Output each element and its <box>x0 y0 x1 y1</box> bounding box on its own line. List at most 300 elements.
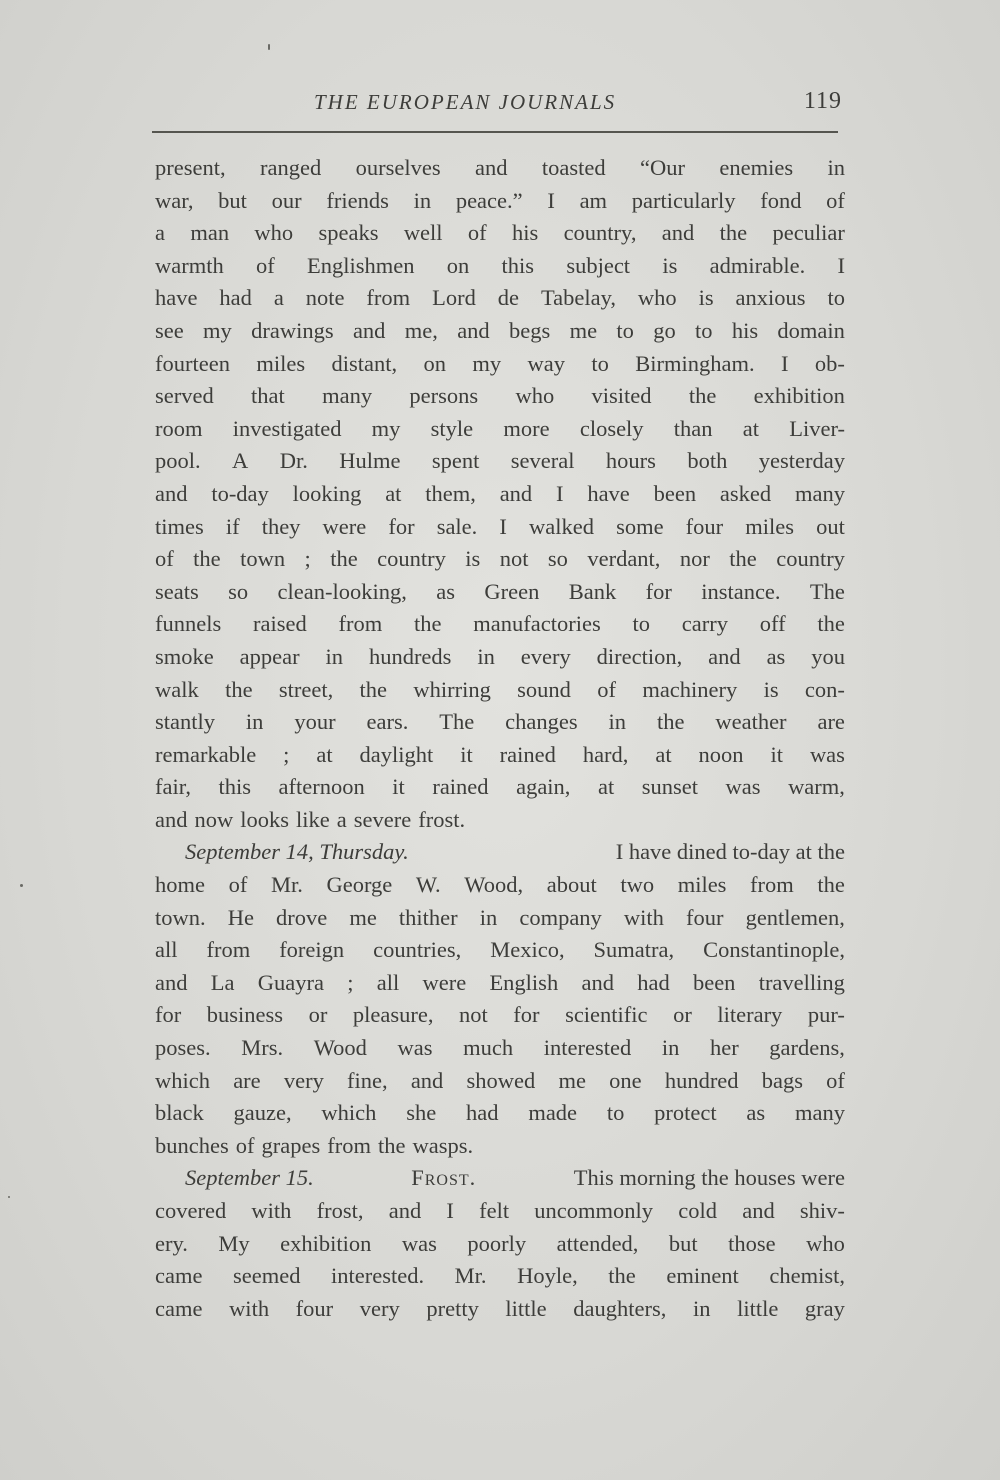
word: his <box>731 317 759 343</box>
word: Hoyle, <box>517 1263 578 1289</box>
word: and <box>155 806 188 832</box>
word: ; <box>283 741 290 767</box>
text-line <box>155 1130 845 1163</box>
word: had <box>466 1100 499 1126</box>
word: Hulme <box>339 448 401 474</box>
word: were <box>422 969 467 995</box>
word: Bank <box>568 578 617 604</box>
word: of <box>256 252 275 278</box>
word: was <box>809 741 845 767</box>
word: uncommonly <box>534 1198 654 1223</box>
word: asked <box>719 480 772 506</box>
word: who <box>637 285 677 311</box>
word: present, <box>155 155 226 180</box>
word: those <box>728 1230 776 1256</box>
word: attended, <box>556 1230 639 1256</box>
word: severe <box>353 806 412 832</box>
word: pool. <box>155 448 201 474</box>
entry-topic: Frost. <box>411 1165 477 1191</box>
word: scientific <box>565 1002 648 1028</box>
word: on <box>446 252 470 278</box>
word: the <box>377 1132 406 1158</box>
word: town <box>240 546 286 572</box>
word: speaks <box>318 220 379 246</box>
word: had <box>637 969 670 995</box>
word: and <box>155 480 188 506</box>
word: countries, <box>373 937 462 963</box>
word: the <box>414 611 442 637</box>
word: my <box>371 415 401 441</box>
word: cold <box>678 1198 717 1223</box>
word: ranged <box>260 155 322 180</box>
word: particularly <box>631 187 736 213</box>
text-line <box>155 1065 845 1098</box>
word: see <box>155 317 184 343</box>
word: La <box>210 969 235 995</box>
text-line <box>155 804 845 837</box>
word: thither <box>398 904 458 930</box>
word: and <box>388 1198 422 1223</box>
word: closely <box>579 415 644 441</box>
word: exhibition <box>280 1230 372 1256</box>
entry-date: September 14, Thursday. <box>185 839 409 865</box>
word: changes <box>505 709 578 735</box>
word: hundreds <box>368 643 452 669</box>
word: little <box>505 1295 547 1321</box>
word: covered <box>155 1198 227 1223</box>
word: the <box>330 546 358 572</box>
word: foreign <box>279 937 345 963</box>
word: Sumatra, <box>593 937 675 963</box>
word: admirable. <box>709 252 806 278</box>
word: not <box>499 546 529 572</box>
word: to <box>632 611 651 637</box>
word: have <box>587 480 630 506</box>
entry-heading-sep14 <box>155 836 845 869</box>
word: our <box>271 187 302 213</box>
word: Mr. <box>270 872 303 898</box>
word: hard, <box>582 741 629 767</box>
word: domain <box>777 317 845 343</box>
text-line <box>155 999 845 1032</box>
word: walk <box>155 676 199 702</box>
word: my <box>472 350 502 376</box>
word: gentlemen, <box>745 904 845 930</box>
word: was <box>401 1230 437 1256</box>
word: and <box>457 317 490 343</box>
word: Birmingham. <box>635 350 755 376</box>
word: The <box>439 709 475 735</box>
word: that <box>251 383 285 409</box>
word: to <box>827 285 845 311</box>
word: rained <box>499 741 556 767</box>
word: all <box>376 969 400 995</box>
text-line <box>155 1260 845 1293</box>
word: walked <box>528 513 594 539</box>
text-line <box>155 511 845 544</box>
word: nor <box>679 546 710 572</box>
text-line <box>155 1195 845 1228</box>
word: of <box>826 187 845 213</box>
word: at <box>316 741 333 767</box>
word: and <box>661 220 695 246</box>
word: interested <box>543 1035 632 1061</box>
word: your <box>294 709 336 735</box>
word: little <box>737 1295 779 1321</box>
word: many <box>794 480 845 506</box>
word: Constantinople, <box>703 937 845 963</box>
word: ears. <box>366 709 409 735</box>
word: war, <box>155 187 194 213</box>
text-line <box>155 706 845 739</box>
text-line <box>155 869 845 902</box>
word: raised <box>253 611 307 637</box>
word: I <box>547 187 555 213</box>
word: drawings <box>251 317 334 343</box>
word: several <box>510 448 575 474</box>
word: of <box>155 546 174 572</box>
word: carry <box>681 611 729 637</box>
word: of <box>235 1132 255 1158</box>
word: fond <box>760 187 802 213</box>
text-line <box>155 902 845 935</box>
word: noon <box>698 741 744 767</box>
word: it <box>770 741 783 767</box>
word: de <box>497 285 520 311</box>
word: exhibition <box>753 383 845 409</box>
word: which <box>155 1067 210 1093</box>
word: at <box>385 480 402 506</box>
word: are <box>233 1067 261 1093</box>
word: I <box>556 480 564 506</box>
word: is <box>698 285 714 311</box>
word: wasps. <box>412 1132 474 1158</box>
word: pleasure, <box>352 1002 434 1028</box>
word: persons <box>409 383 479 409</box>
word: to <box>616 317 634 343</box>
word: Guayra <box>257 969 324 995</box>
word: and <box>352 317 386 343</box>
word: Wood <box>313 1035 367 1061</box>
word: toasted <box>541 155 606 180</box>
text-line <box>155 967 845 1000</box>
word: and <box>708 643 741 669</box>
word: Mr. <box>454 1263 487 1289</box>
word: home <box>155 872 205 898</box>
word: me <box>349 904 377 930</box>
word: to <box>591 350 609 376</box>
word: looks <box>240 806 290 832</box>
word: felt <box>479 1198 510 1223</box>
word: many <box>322 383 373 409</box>
word: the <box>359 676 388 702</box>
word: four <box>685 904 724 930</box>
word: them, <box>425 480 476 506</box>
word: I <box>499 513 507 539</box>
word: town. <box>155 904 206 930</box>
word: business <box>206 1002 284 1028</box>
word: four <box>295 1295 334 1321</box>
word: peculiar <box>772 220 845 246</box>
word: have <box>155 285 198 311</box>
text-line <box>155 478 845 511</box>
word: verdant, <box>587 546 661 572</box>
word: or <box>308 1002 328 1028</box>
word: Lord <box>432 285 476 311</box>
word: in <box>608 709 627 735</box>
word: some <box>616 513 664 539</box>
word: in <box>692 1295 711 1321</box>
word: with <box>251 1198 292 1223</box>
text-line <box>155 1228 845 1261</box>
word: to <box>695 317 713 343</box>
word: at <box>742 415 759 441</box>
word: ; <box>347 969 354 995</box>
word: eminent <box>666 1263 739 1289</box>
word: ; <box>304 546 311 572</box>
word: from <box>338 611 383 637</box>
word: been <box>692 969 736 995</box>
word: this <box>501 252 535 278</box>
word: funnels <box>155 611 222 637</box>
word: friends <box>326 187 389 213</box>
word: came <box>155 1263 203 1289</box>
word: remarkable <box>155 741 257 767</box>
word: seats <box>155 578 199 604</box>
word: ery. <box>155 1230 188 1256</box>
word: the <box>225 676 253 702</box>
word: been <box>653 480 697 506</box>
word: at <box>655 741 672 767</box>
word: but <box>668 1230 698 1256</box>
word: to-day <box>211 480 269 506</box>
word: a <box>336 806 347 832</box>
word: warm, <box>788 774 845 800</box>
word: A <box>232 448 249 474</box>
word: Dr. <box>279 448 308 474</box>
word: in <box>477 643 495 669</box>
word: looking <box>292 480 362 506</box>
text-line <box>155 348 845 381</box>
word: in <box>827 155 845 180</box>
word: many <box>794 1100 845 1126</box>
word: so <box>547 546 568 572</box>
word: one <box>609 1067 642 1093</box>
header-rule <box>152 131 838 133</box>
word: country <box>377 546 446 572</box>
word: ourselves <box>355 155 441 180</box>
word: on <box>423 350 446 376</box>
word: who <box>806 1230 845 1256</box>
word: for <box>388 513 415 539</box>
word: Mexico, <box>490 937 565 963</box>
word: style <box>430 415 474 441</box>
word: of <box>467 220 487 246</box>
text-line <box>155 674 845 707</box>
word: black <box>155 1100 204 1126</box>
word: she <box>406 1100 437 1126</box>
word: a <box>273 285 284 311</box>
word: all <box>155 937 178 963</box>
word: is <box>465 546 481 572</box>
word: peace.” <box>455 187 523 213</box>
word: man <box>190 220 230 246</box>
word: again, <box>516 774 571 800</box>
word: investigated <box>232 415 342 441</box>
text-line <box>155 413 845 446</box>
word: for <box>155 1002 182 1028</box>
word: rained <box>432 774 489 800</box>
word: Tabelay, <box>540 285 616 311</box>
word: from <box>206 937 251 963</box>
text-line <box>155 1097 845 1130</box>
word: you <box>811 643 845 669</box>
word: very <box>283 1067 324 1093</box>
word: The <box>809 578 845 604</box>
word: to <box>606 1100 625 1126</box>
word: I <box>446 1198 454 1223</box>
word: if <box>225 513 240 539</box>
word: W. <box>415 872 441 898</box>
text-line <box>155 576 845 609</box>
word: or <box>673 1002 692 1028</box>
word: way <box>527 350 565 376</box>
word: I <box>837 252 845 278</box>
text-line <box>155 380 845 413</box>
word: frost, <box>316 1198 364 1223</box>
text-line <box>155 445 845 478</box>
word: in <box>413 187 432 213</box>
word: English <box>489 969 559 995</box>
entry-first-line: This morning the houses were <box>573 1165 845 1191</box>
word: is <box>763 676 779 702</box>
word: go <box>653 317 676 343</box>
word: warmth <box>155 252 224 278</box>
word: visited <box>591 383 652 409</box>
word: from <box>327 1132 371 1158</box>
paper-speck <box>20 884 23 887</box>
word: whirring <box>413 676 491 702</box>
word: in <box>479 904 498 930</box>
running-title: THE EUROPEAN JOURNALS <box>314 90 617 114</box>
word: note <box>305 285 345 311</box>
word: literary <box>717 1002 783 1028</box>
word: not <box>458 1002 488 1028</box>
word: daylight <box>359 741 434 767</box>
word: gardens, <box>769 1035 845 1061</box>
word: had <box>219 285 252 311</box>
word: more <box>503 415 550 441</box>
word: stantly <box>155 709 215 735</box>
word: pur- <box>807 1002 845 1028</box>
word: weather <box>715 709 787 735</box>
word: as <box>746 1100 766 1126</box>
word: are <box>817 709 845 735</box>
word: Green <box>484 578 540 604</box>
word: fourteen <box>155 350 230 376</box>
word: ob- <box>814 350 845 376</box>
word: which <box>321 1100 377 1126</box>
entry-date: September 15. <box>185 1165 314 1191</box>
word: room <box>155 415 203 441</box>
word: who <box>515 383 555 409</box>
word: gray <box>804 1295 845 1321</box>
page-number: 119 <box>803 88 842 114</box>
word: grapes <box>261 1132 321 1158</box>
word: subject <box>566 252 631 278</box>
text-line <box>155 1293 845 1326</box>
word: smoke <box>155 643 214 669</box>
text-line <box>155 217 845 250</box>
word: direction, <box>596 643 683 669</box>
entry-heading-sep15 <box>155 1162 845 1195</box>
word: for <box>645 578 672 604</box>
text-line <box>155 282 845 315</box>
word: frost. <box>418 806 466 832</box>
word: served <box>155 383 214 409</box>
word: spent <box>431 448 480 474</box>
word: about <box>546 872 597 898</box>
word: and <box>499 480 533 506</box>
word: Wood, <box>464 872 524 898</box>
word: the <box>719 220 748 246</box>
word: showed <box>466 1067 536 1093</box>
word: begs <box>509 317 551 343</box>
word: seemed <box>233 1263 301 1289</box>
word: George <box>326 872 393 898</box>
word: I <box>781 350 789 376</box>
word: times <box>155 513 204 539</box>
word: am <box>579 187 608 213</box>
word: “Our <box>640 155 685 180</box>
word: both <box>687 448 728 474</box>
word: two <box>620 872 655 898</box>
word: the <box>688 383 717 409</box>
word: who <box>254 220 294 246</box>
word: and <box>474 155 508 180</box>
word: He <box>227 904 254 930</box>
word: distant, <box>331 350 398 376</box>
word: street, <box>278 676 334 702</box>
word: appear <box>239 643 300 669</box>
word: daughters, <box>573 1295 667 1321</box>
word: came <box>155 1295 203 1321</box>
word: machinery <box>642 676 738 702</box>
word: fair, <box>155 774 191 800</box>
word: me <box>569 317 598 343</box>
word: every <box>520 643 571 669</box>
word: poses. <box>155 1035 211 1061</box>
word: Englishmen <box>307 252 415 278</box>
word: much <box>463 1035 514 1061</box>
word: travelling <box>758 969 845 995</box>
text-line <box>155 739 845 772</box>
word: a <box>155 220 165 246</box>
word: out <box>816 513 845 539</box>
text-line <box>155 152 845 185</box>
word: the <box>817 872 845 898</box>
word: the <box>608 1263 636 1289</box>
word: made <box>528 1100 578 1126</box>
word: his <box>511 220 539 246</box>
word: manufactories <box>473 611 601 637</box>
word: very <box>359 1295 400 1321</box>
word: Mrs. <box>241 1035 284 1061</box>
word: Liver- <box>789 415 845 441</box>
word: was <box>397 1035 433 1061</box>
word: me <box>558 1067 586 1093</box>
word: but <box>218 187 247 213</box>
